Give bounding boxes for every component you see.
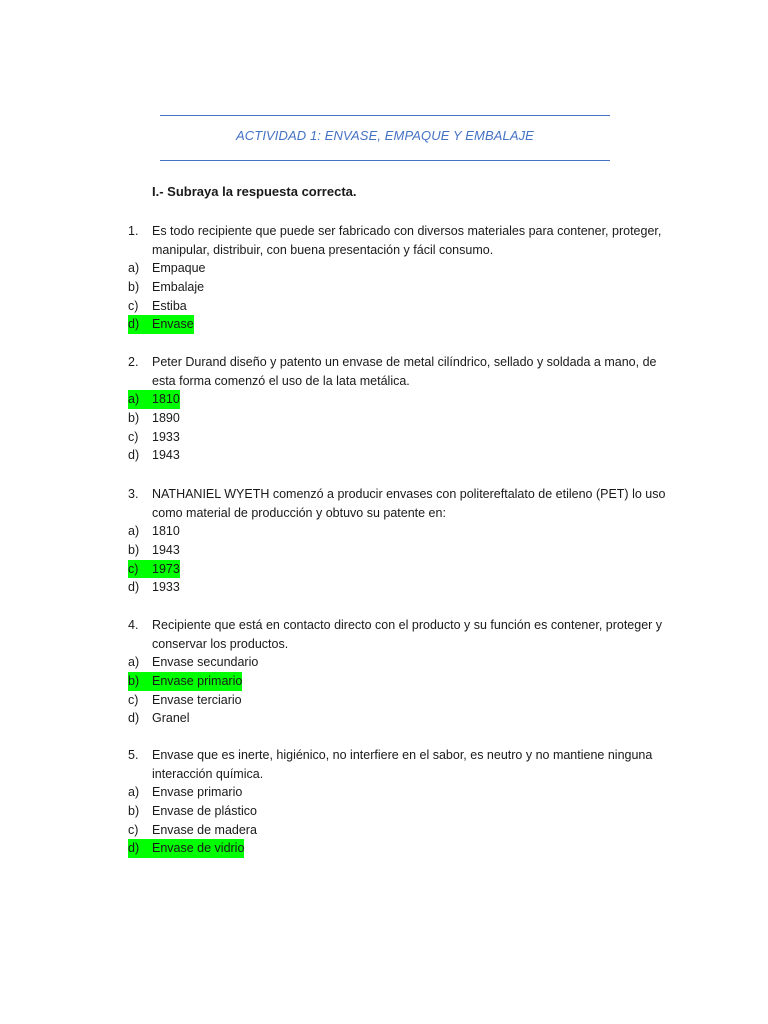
option-letter: d) [128, 841, 140, 856]
option-item[interactable] [128, 672, 668, 691]
option-text: Granel [152, 711, 190, 726]
option-item[interactable] [128, 522, 668, 541]
question-2 [128, 353, 668, 465]
question-text: Es todo recipiente que puede ser fabricado con diversos materiales para contener, proteger, manipular, distribuir, con buena presentación y fácil consumo. [152, 224, 662, 257]
option-list [128, 783, 668, 858]
option-text: Envase [152, 317, 194, 332]
option-text: 1943 [152, 448, 180, 463]
option-text: Envase de plástico [152, 804, 257, 819]
option-letter: d) [128, 448, 140, 463]
option-letter: d) [128, 580, 140, 595]
option-item[interactable] [128, 446, 668, 465]
option-letter: d) [128, 711, 140, 726]
option-item[interactable] [128, 541, 668, 560]
option-letter: b) [128, 543, 140, 558]
option-item[interactable] [128, 802, 668, 821]
option-item[interactable] [128, 839, 668, 858]
option-letter: a) [128, 785, 140, 800]
option-item[interactable] [128, 409, 668, 428]
option-item[interactable] [128, 578, 668, 597]
option-item[interactable] [128, 428, 668, 447]
question-number: 1. [128, 224, 139, 238]
option-text: Empaque [152, 261, 206, 276]
option-item[interactable] [128, 821, 668, 840]
option-item[interactable] [128, 259, 668, 278]
question-number: 2. [128, 355, 139, 369]
question-number: 5. [128, 748, 139, 762]
option-item[interactable] [128, 560, 668, 579]
option-text: Envase terciario [152, 692, 242, 707]
option-text: 1933 [152, 429, 180, 444]
option-letter: a) [128, 392, 140, 407]
question-text: Recipiente que está en contacto directo con el producto y su función es contener, proteger y conservar los productos. [152, 618, 663, 651]
question-text: NATHANIEL WYETH comenzó a producir envases con politereftalato de etileno (PET) lo uso como material de producción y obtuvo su patente en: [152, 487, 666, 520]
option-letter: a) [128, 655, 140, 670]
option-text: 1973 [152, 561, 180, 576]
option-item[interactable] [128, 390, 668, 409]
option-text: Estiba [152, 298, 187, 313]
instruction-heading: I.- Subraya la respuesta correcta. [152, 184, 357, 199]
question-3 [128, 485, 668, 597]
option-letter: b) [128, 280, 140, 295]
option-text: 1943 [152, 543, 180, 558]
option-list [128, 653, 668, 728]
option-letter: b) [128, 804, 140, 819]
option-text: 1810 [152, 392, 180, 407]
question-text: Envase que es inerte, higiénico, no interfiere en el sabor, es neutro y no mantiene ninguna interacción química. [152, 748, 653, 781]
option-letter: a) [128, 524, 140, 539]
option-text: Envase primario [152, 785, 243, 800]
option-item[interactable] [128, 709, 668, 728]
option-list [128, 259, 668, 334]
option-letter: b) [128, 674, 140, 689]
option-letter: c) [128, 429, 139, 444]
option-letter: b) [128, 411, 140, 426]
title-rule-top [160, 115, 610, 116]
option-text: Envase de vidrio [152, 841, 245, 856]
option-item[interactable] [128, 297, 668, 316]
option-text: Envase de madera [152, 822, 257, 837]
option-item[interactable] [128, 783, 668, 802]
question-number: 3. [128, 487, 139, 501]
option-letter: c) [128, 298, 139, 313]
question-text: Peter Durand diseño y patento un envase de metal cilíndrico, sellado y soldada a mano, de esta forma comenzó el uso de la lata metálica. [152, 355, 657, 388]
option-item[interactable] [128, 653, 668, 672]
option-list [128, 522, 668, 597]
question-1 [128, 222, 668, 334]
option-text: 1933 [152, 580, 180, 595]
option-letter: d) [128, 317, 140, 332]
option-letter: c) [128, 692, 139, 707]
question-4 [128, 616, 668, 728]
option-letter: c) [128, 561, 139, 576]
option-text: Envase secundario [152, 655, 259, 670]
option-text: 1890 [152, 411, 180, 426]
option-item[interactable] [128, 315, 668, 334]
option-text: Embalaje [152, 280, 205, 295]
option-letter: c) [128, 822, 139, 837]
option-item[interactable] [128, 278, 668, 297]
option-text: 1810 [152, 524, 180, 539]
title-rule-bottom [160, 160, 610, 161]
question-5 [128, 746, 668, 858]
option-letter: a) [128, 261, 140, 276]
option-item[interactable] [128, 691, 668, 710]
document-title: ACTIVIDAD 1: ENVASE, EMPAQUE Y EMBALAJE [236, 128, 534, 143]
option-list [128, 390, 668, 465]
option-text: Envase primario [152, 674, 243, 689]
question-number: 4. [128, 618, 139, 632]
